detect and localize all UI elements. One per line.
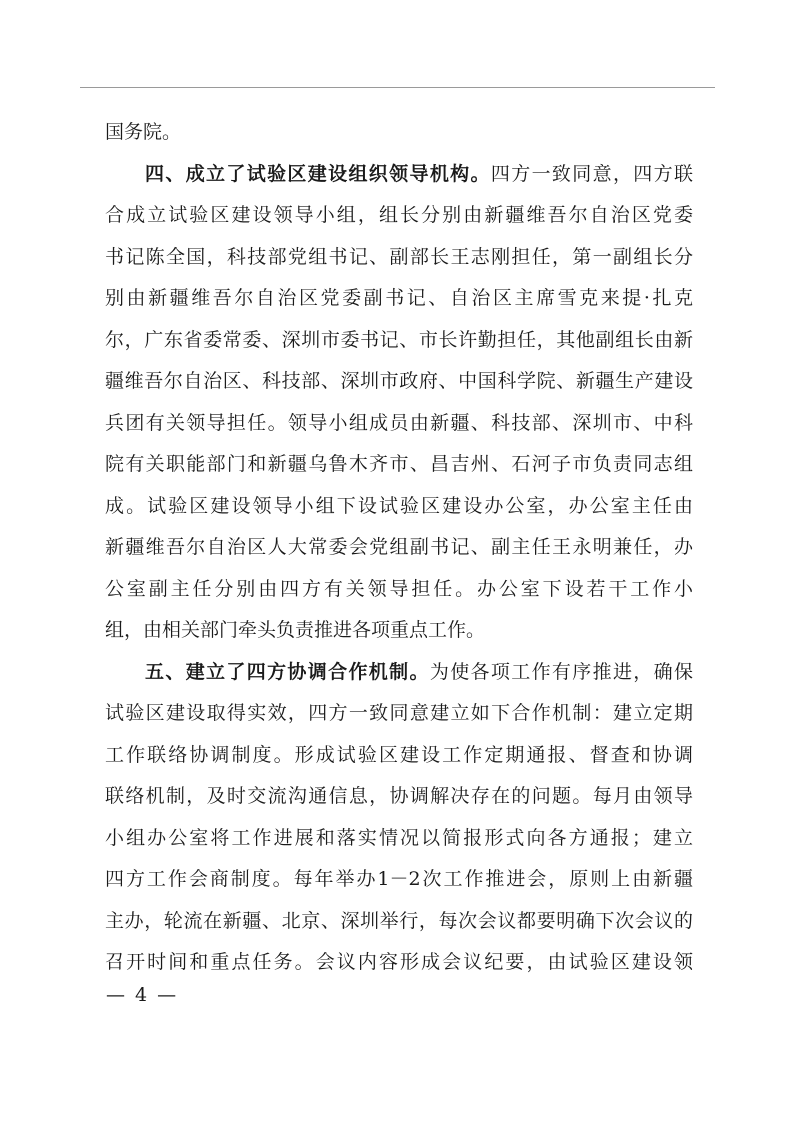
text-line: 别由新疆维吾尔自治区党委副书记、自治区主席雪克来提·扎克 <box>105 287 693 309</box>
text-line: 主办，轮流在新疆、北京、深圳举行，每次会议都要明确下次会议的 <box>105 909 693 932</box>
text-line: 兵团有关领导担任。领导小组成员由新疆、科技部、深圳市、中科 <box>105 411 693 434</box>
text-line: 联络机制，及时交流沟通信息，协调解决存在的问题。每月由领导 <box>105 785 693 807</box>
text-line: 组，由相关部门牵头负责推进各项重点工作。 <box>105 619 486 641</box>
paragraph-first-line <box>105 154 693 196</box>
text-run: 为使各项工作有序推进，确保 <box>429 660 693 683</box>
text-line: 小组办公室将工作进展和落实情况以简报形式向各方通报；建立 <box>105 826 693 849</box>
text-line: 书记陈全国，科技部党组书记、副部长王志刚担任，第一副组长分 <box>105 245 693 268</box>
text-line: 四方工作会商制度。每年举办1－2次工作推进会，原则上由新疆 <box>105 868 693 890</box>
text-line: 院有关职能部门和新疆乌鲁木齐市、昌吉州、石河子市负责同志组 <box>105 453 693 475</box>
text-line: 合成立试验区建设领导小组，组长分别由新疆维吾尔自治区党委 <box>105 204 693 226</box>
paragraph-first-line <box>105 652 693 694</box>
section-heading: 五、建立了四方协调合作机制。 <box>145 660 430 683</box>
header-rule <box>80 87 715 88</box>
text-run: 四方一致同意，四方联 <box>490 162 693 185</box>
text-line: 成。试验区建设领导小组下设试验区建设办公室，办公室主任由 <box>105 494 693 517</box>
text-line: 新疆维吾尔自治区人大常委会党组副书记、副主任王永明兼任，办 <box>105 536 693 558</box>
text-line: 疆维吾尔自治区、科技部、深圳市政府、中国科学院、新疆生产建设 <box>105 370 693 392</box>
text-line: 召开时间和重点任务。会议内容形成会议纪要，由试验区建设领 <box>105 951 693 973</box>
section-heading: 四、成立了试验区建设组织领导机构。 <box>145 162 491 185</box>
page-number: — 4 — <box>106 984 179 1006</box>
text-line: 国务院。 <box>105 121 182 143</box>
text-line: 工作联络协调制度。形成试验区建设工作定期通报、督查和协调 <box>105 743 693 766</box>
text-line: 尔，广东省委常委、深圳市委书记、市长许勤担任，其他副组长由新 <box>105 328 693 351</box>
text-line: 试验区建设取得实效，四方一致同意建立如下合作机制：建立定期 <box>105 702 693 724</box>
document-body <box>105 112 693 984</box>
text-line: 公室副主任分别由四方有关领导担任。办公室下设若干工作小 <box>105 577 693 600</box>
